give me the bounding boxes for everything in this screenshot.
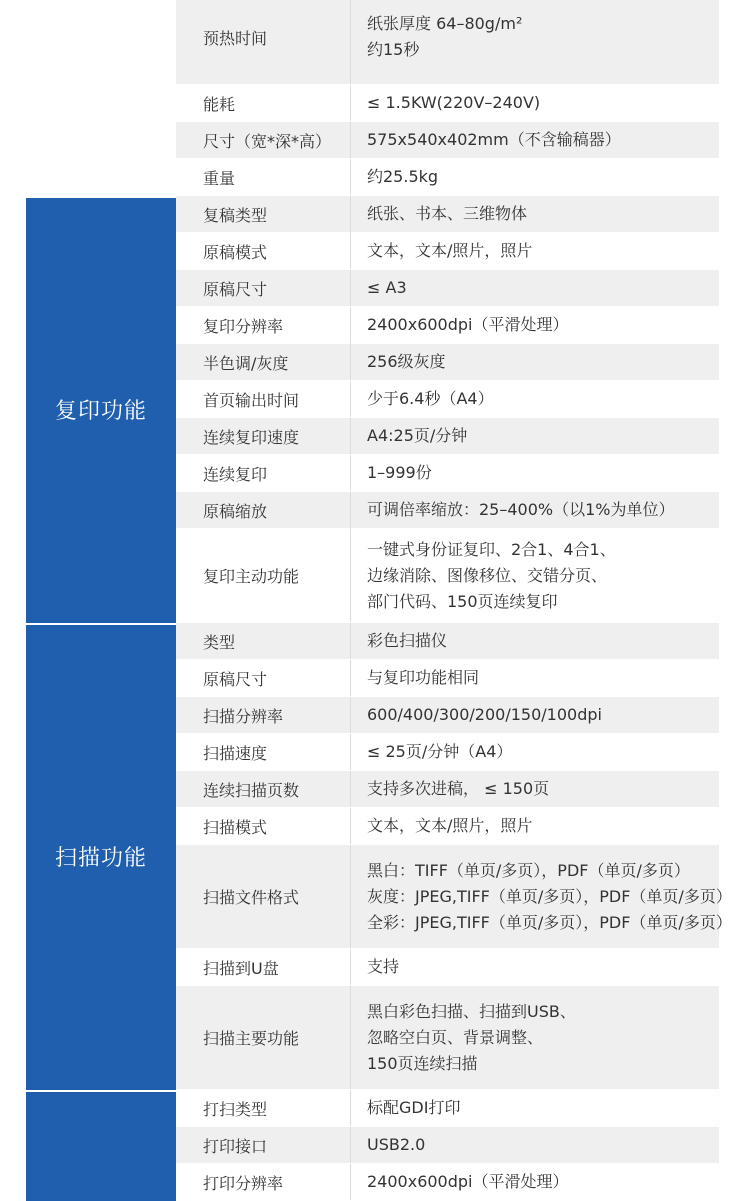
spec-label: 扫描分辨率 <box>176 697 351 733</box>
spec-label: 复稿类型 <box>176 196 351 232</box>
spec-label: 连续复印速度 <box>176 418 351 454</box>
spec-value <box>351 949 719 985</box>
table-row <box>176 159 719 195</box>
spec-value-line: 忽略空白页、背景调整、 <box>367 1027 544 1047</box>
spec-value-line: A4:25页/分钟 <box>367 426 468 445</box>
spec-value-line: 全彩：JPEG,TIFF（单页/多页），PDF（单页/多页） <box>367 912 732 932</box>
spec-value-line: 2400x600dpi（平滑处理） <box>367 1172 569 1191</box>
spec-value-line: 支持多次进稿， ≤ 150页 <box>367 779 550 798</box>
spec-value-line: 2400x600dpi（平滑处理） <box>367 315 569 334</box>
spec-label: 原稿尺寸 <box>176 270 351 306</box>
spec-label: 类型 <box>176 623 351 659</box>
spec-value <box>351 660 719 696</box>
spec-label: 原稿缩放 <box>176 492 351 528</box>
table-row <box>176 307 719 343</box>
table-row <box>176 85 719 121</box>
spec-value <box>351 233 719 269</box>
spec-label: 原稿尺寸 <box>176 660 351 696</box>
spec-value-line: 边缘消除、图像移位、交错分页、 <box>367 565 608 585</box>
table-row <box>176 697 719 733</box>
table-row <box>176 233 719 269</box>
spec-value-line: 600/400/300/200/150/100dpi <box>367 705 602 724</box>
table-row <box>176 0 719 84</box>
spec-value <box>351 159 719 195</box>
spec-value-line: 与复印功能相同 <box>367 668 480 687</box>
spec-value-line: 彩色扫描仪 <box>367 631 448 650</box>
spec-value <box>351 1127 719 1163</box>
category-cell <box>26 1090 176 1201</box>
spec-value-line: 黑白：TIFF（单页/多页），PDF（单页/多页） <box>367 860 690 880</box>
table-row <box>176 660 719 696</box>
table-row <box>176 771 719 807</box>
spec-value <box>351 1090 719 1126</box>
table-row <box>176 734 719 770</box>
table-row <box>176 455 719 491</box>
spec-label: 原稿模式 <box>176 233 351 269</box>
table-row <box>176 492 719 528</box>
spec-value-line: 575x540x402mm（不含输稿器） <box>367 130 621 149</box>
spec-value <box>351 418 719 454</box>
table-row <box>176 986 719 1089</box>
table-row <box>176 529 719 622</box>
category-cell: 复印功能 <box>26 196 176 623</box>
spec-value-line: ≤ 1.5KW(220V–240V) <box>367 93 541 112</box>
spec-label: 扫描文件格式 <box>176 845 351 948</box>
table-row <box>176 122 719 158</box>
category-divider <box>26 1090 176 1092</box>
spec-value <box>351 623 719 659</box>
spec-value <box>351 455 719 491</box>
spec-label: 尺寸（宽*深*高） <box>176 122 351 158</box>
spec-label: 扫描到U盘 <box>176 949 351 985</box>
spec-value <box>351 734 719 770</box>
spec-value-line: USB2.0 <box>367 1135 426 1154</box>
table-row <box>176 344 719 380</box>
spec-value-line: 一键式身份证复印、2合1、4合1、 <box>367 539 616 559</box>
spec-value <box>351 196 719 232</box>
spec-value <box>351 771 719 807</box>
category-divider <box>26 623 176 625</box>
spec-value-line: 256级灰度 <box>367 352 446 371</box>
spec-value-line: 黑白彩色扫描、扫描到USB、 <box>367 1001 576 1021</box>
spec-label: 打扫类型 <box>176 1090 351 1126</box>
spec-value-line: 标配GDI打印 <box>367 1098 461 1117</box>
spec-value <box>351 344 719 380</box>
table-row <box>176 845 732 948</box>
spec-label: 打印接口 <box>176 1127 351 1163</box>
spec-label: 半色调/灰度 <box>176 344 351 380</box>
table-row <box>176 949 719 985</box>
spec-label: 连续扫描页数 <box>176 771 351 807</box>
spec-value-line: 纸张厚度 64–80g/m² <box>367 14 523 33</box>
spec-value <box>351 85 719 121</box>
spec-label: 打印分辨率 <box>176 1164 351 1200</box>
spec-value-line: 少于6.4秒（A4） <box>367 389 494 408</box>
spec-value-line: 文本，文本/照片，照片 <box>367 816 533 835</box>
spec-label: 复印主动功能 <box>176 529 351 622</box>
spec-value <box>351 1164 719 1200</box>
spec-label: 预热时间 <box>176 0 351 84</box>
spec-value <box>351 697 719 733</box>
category-divider <box>26 196 176 198</box>
spec-value <box>351 492 719 528</box>
spec-value-line: 约25.5kg <box>367 167 439 186</box>
table-row <box>176 1090 719 1126</box>
spec-value-line: 灰度：JPEG,TIFF（单页/多页），PDF（单页/多页） <box>367 886 732 906</box>
spec-label: 连续复印 <box>176 455 351 491</box>
spec-value-line: ≤ A3 <box>367 278 407 297</box>
category-cell: 扫描功能 <box>26 623 176 1090</box>
spec-label: 首页输出时间 <box>176 381 351 417</box>
spec-value-line: 支持 <box>367 957 400 976</box>
table-row <box>176 1164 719 1200</box>
spec-value-line: 纸张、书本、三维物体 <box>367 204 528 223</box>
spec-value <box>351 986 719 1089</box>
table-row <box>176 381 719 417</box>
spec-value <box>351 0 719 84</box>
table-row <box>176 270 719 306</box>
spec-label: 扫描主要功能 <box>176 986 351 1089</box>
spec-value-line: 文本，文本/照片，照片 <box>367 241 533 260</box>
spec-label: 复印分辨率 <box>176 307 351 343</box>
spec-value <box>351 122 719 158</box>
spec-label: 扫描速度 <box>176 734 351 770</box>
spec-value <box>351 808 719 844</box>
spec-value <box>351 270 719 306</box>
table-row <box>176 808 719 844</box>
table-row <box>176 418 719 454</box>
spec-label: 能耗 <box>176 85 351 121</box>
spec-value-line: ≤ 25页/分钟（A4） <box>367 742 513 761</box>
spec-value-line: 约15秒 <box>367 40 420 59</box>
table-row <box>176 1127 719 1163</box>
spec-label: 重量 <box>176 159 351 195</box>
spec-value <box>351 381 719 417</box>
spec-value <box>351 307 719 343</box>
table-row <box>176 623 719 659</box>
spec-value-line: 部门代码、150页连续复印 <box>367 591 558 611</box>
spec-value <box>351 845 732 948</box>
spec-value-line: 可调倍率缩放：25–400%（以1%为单位） <box>367 500 675 519</box>
table-row <box>176 196 719 232</box>
spec-value <box>351 529 719 622</box>
spec-label: 扫描模式 <box>176 808 351 844</box>
spec-value-line: 1–999份 <box>367 463 432 482</box>
spec-value-line: 150页连续扫描 <box>367 1053 478 1073</box>
